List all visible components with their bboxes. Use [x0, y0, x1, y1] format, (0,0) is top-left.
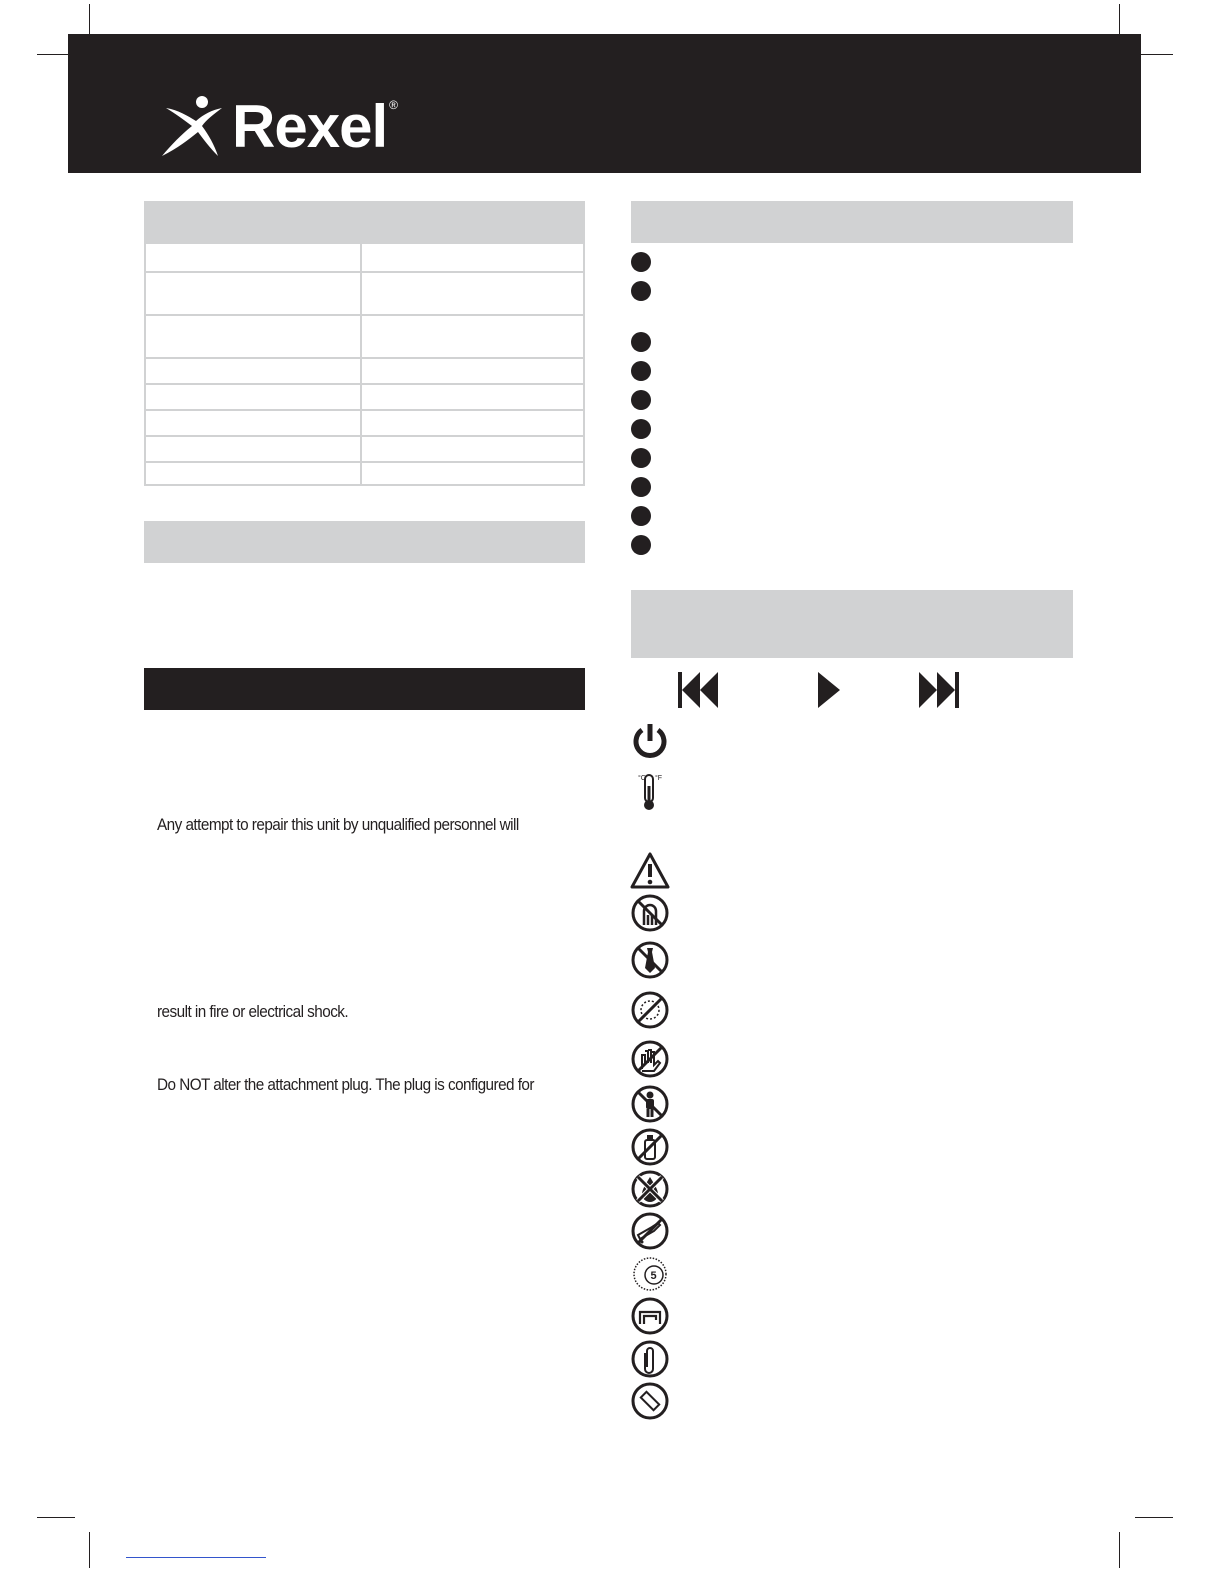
list-bullet [631, 390, 651, 410]
thermometer-icon [630, 772, 670, 812]
plug-warning-text: Do NOT alter the attachment plug. The plug is configured for [157, 1075, 534, 1094]
footer-link[interactable] [126, 1557, 266, 1558]
no-tie-icon [630, 940, 670, 980]
spec-divider [360, 244, 362, 484]
no-children-icon [630, 1084, 670, 1124]
controls-header-bar [631, 590, 1073, 658]
rexel-figure-icon [158, 94, 228, 160]
no-cards-icon [630, 1381, 670, 1421]
list-bullet [631, 506, 651, 526]
paper-clip-icon [630, 1339, 670, 1379]
crop-mark [1119, 1532, 1120, 1568]
spec-row [146, 314, 583, 316]
no-liquid-icon [630, 1169, 670, 1209]
list-bullet [631, 252, 651, 272]
no-hand-icon [630, 1039, 670, 1079]
list-bullet [631, 477, 651, 497]
svg-text:°F: °F [655, 775, 663, 782]
list-bullet [631, 535, 651, 555]
crop-mark [89, 1532, 90, 1568]
registered-mark: ® [389, 98, 398, 112]
list-bullet [631, 448, 651, 468]
brand-name: Rexel [232, 93, 388, 160]
forward-icon [919, 672, 959, 708]
spec-row [146, 357, 583, 359]
brand-logo [158, 92, 398, 162]
spec-row [146, 409, 583, 411]
warning-header-bar [144, 668, 585, 710]
no-lubricate-icon [630, 1211, 670, 1251]
no-staples-icon [630, 1296, 670, 1336]
no-hair-icon [630, 893, 670, 933]
no-jewellery-icon [630, 990, 670, 1030]
max-5-sheets-icon [630, 1254, 670, 1294]
spec-row [146, 383, 583, 385]
spec-row [146, 461, 583, 463]
warning-triangle-icon [630, 851, 670, 891]
list-bullet [631, 419, 651, 439]
spec-row [146, 435, 583, 437]
section-header-bar [144, 521, 585, 563]
power-icon [630, 721, 670, 761]
svg-text:5: 5 [650, 1270, 657, 1282]
list-bullet [631, 332, 651, 352]
spec-header-bar [144, 201, 585, 243]
repair-warning-text: Any attempt to repair this unit by unqualified personnel will [157, 815, 519, 834]
svg-text:°C: °C [638, 775, 646, 782]
reverse-icon [678, 672, 718, 708]
spec-row [146, 271, 583, 273]
auto-forward-icon [818, 672, 840, 708]
no-aerosol-icon [630, 1127, 670, 1167]
spec-table [144, 242, 585, 486]
list-bullet [631, 281, 651, 301]
list-bullet [631, 361, 651, 381]
parts-header-bar [631, 201, 1073, 243]
crop-mark [1135, 1517, 1173, 1518]
crop-mark [37, 1517, 75, 1518]
fire-warning-text: result in fire or electrical shock. [157, 1002, 349, 1021]
